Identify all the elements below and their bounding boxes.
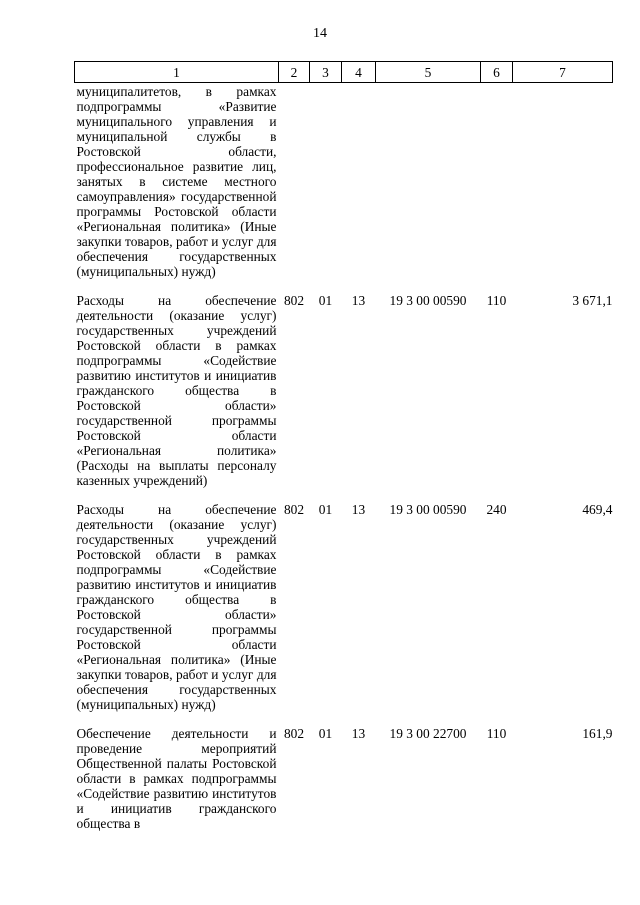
- row-expense-type: 110: [486, 293, 507, 308]
- row-subsection: 13: [351, 502, 366, 517]
- row-amount: [513, 83, 613, 280]
- row-section: 01: [318, 502, 333, 517]
- row-target-article: 19 3 00 22700: [389, 726, 467, 741]
- row-target-article: [376, 83, 481, 280]
- row-amount: 3 671,1: [572, 293, 613, 308]
- row-subsection: 13: [351, 293, 366, 308]
- table-row: [75, 83, 613, 280]
- budget-table: [74, 61, 613, 831]
- row-expense-type: [481, 83, 513, 280]
- row-expense-type: 240: [486, 502, 507, 517]
- row-amount: 161,9: [582, 726, 613, 741]
- row-expense-type: 110: [486, 726, 507, 741]
- row-name: Обеспечение деятельности и проведение мероприятий Общественной палаты Ростовской области в рамках подпрограммы «Содействие развитию институтов и инициатив гражданского общества в: [76, 726, 277, 831]
- row-section: [310, 83, 342, 280]
- row-ministry-code: 802: [283, 726, 305, 741]
- header-cell-6: 6: [481, 62, 513, 83]
- table-header-row: [75, 62, 613, 83]
- row-ministry-code: 802: [283, 293, 305, 308]
- table-row: [75, 488, 613, 712]
- header-cell-1: 1: [75, 62, 279, 83]
- header-cell-7: 7: [513, 62, 613, 83]
- row-target-article: 19 3 00 00590: [389, 293, 467, 308]
- row-section: 01: [318, 726, 333, 741]
- row-name: Расходы на обеспечение деятельности (оказание услуг) государственных учреждений Ростовской области в рамках подпрограммы «Содействие развитию институтов и инициатив гражданского общества в Ростовской области» государственной программы Ростовской области «Региональная политика» (Иные закупки товаров, работ и услуг для обеспечения государственных (муниципальных) нужд): [76, 502, 277, 712]
- page-number: 14: [313, 26, 327, 41]
- row-ministry-code: 802: [283, 502, 305, 517]
- row-subsection: [342, 83, 376, 280]
- header-cell-3: 3: [310, 62, 342, 83]
- header-cell-4: 4: [342, 62, 376, 83]
- row-name: муниципалитетов, в рамках подпрограммы «Развитие муниципального управления и муниципальной службы в Ростовской области, профессиональное развитие лиц, занятых в системе местного самоуправления» государственной программы Ростовской области «Региональная политика» (Иные закупки товаров, работ и услуг для обеспечения государственных (муниципальных) нужд): [76, 84, 277, 279]
- row-target-article: 19 3 00 00590: [389, 502, 467, 517]
- row-amount: 469,4: [582, 502, 613, 517]
- row-name: Расходы на обеспечение деятельности (оказание услуг) государственных учреждений Ростовской области в рамках подпрограммы «Содействие развитию институтов и инициатив гражданского общества в Ростовской области» государственной программы Ростовской области «Региональная политика» (Расходы на выплаты персоналу казенных учреждений): [76, 293, 277, 488]
- row-subsection: 13: [351, 726, 366, 741]
- row-section: 01: [318, 293, 333, 308]
- table-row: [75, 279, 613, 488]
- table-row: [75, 712, 613, 831]
- row-ministry-code: [279, 83, 310, 280]
- header-cell-2: 2: [279, 62, 310, 83]
- header-cell-5: 5: [376, 62, 481, 83]
